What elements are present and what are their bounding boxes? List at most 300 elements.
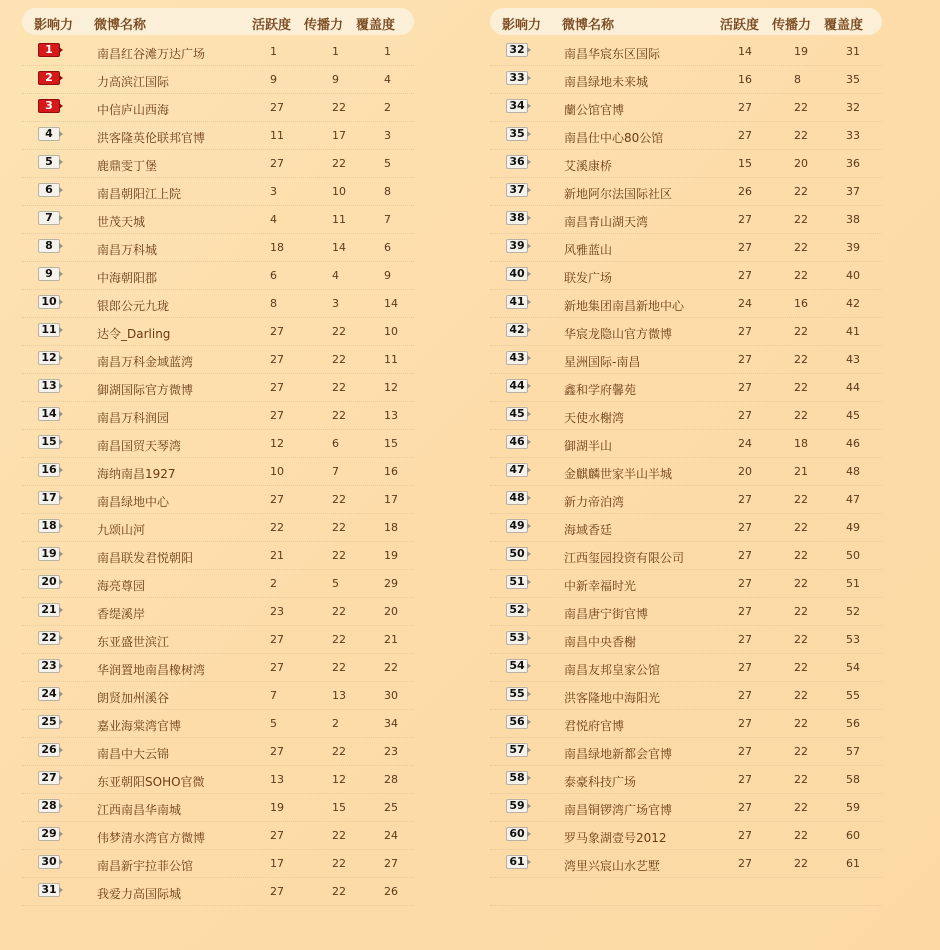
coverage-value: 42 bbox=[846, 297, 860, 310]
coverage-value: 12 bbox=[384, 381, 398, 394]
weibo-name-link[interactable]: 南昌中大云锦 bbox=[97, 747, 170, 761]
rank-badge: 23 bbox=[38, 659, 60, 673]
activity-value: 27 bbox=[738, 605, 752, 618]
spread-value: 22 bbox=[794, 717, 808, 730]
activity-value: 20 bbox=[738, 465, 752, 478]
table-row bbox=[490, 654, 882, 682]
spread-value: 22 bbox=[332, 605, 346, 618]
rank-badge: 30 bbox=[38, 855, 60, 869]
weibo-name-link[interactable]: 南昌万科润园 bbox=[97, 411, 170, 425]
coverage-value: 46 bbox=[846, 437, 860, 450]
activity-value: 27 bbox=[738, 325, 752, 338]
coverage-value: 27 bbox=[384, 857, 398, 870]
spread-value: 6 bbox=[332, 437, 339, 450]
rank-badge: 48 bbox=[506, 491, 528, 505]
weibo-name-link[interactable]: 南昌新宇拉菲公馆 bbox=[97, 859, 194, 873]
weibo-name-link[interactable]: 南昌绿地新都会官博 bbox=[564, 747, 673, 761]
weibo-name-link[interactable]: 朗贤加州溪谷 bbox=[97, 691, 170, 705]
coverage-value: 19 bbox=[384, 549, 398, 562]
weibo-name-link[interactable]: 蘭公馆官博 bbox=[564, 103, 625, 117]
activity-value: 27 bbox=[738, 857, 752, 870]
spread-value: 22 bbox=[794, 185, 808, 198]
coverage-value: 52 bbox=[846, 605, 860, 618]
table-row bbox=[490, 430, 882, 458]
table-row bbox=[22, 794, 414, 822]
activity-value: 10 bbox=[270, 465, 284, 478]
rank-badge: 59 bbox=[506, 799, 528, 813]
weibo-name-link[interactable]: 联发广场 bbox=[564, 271, 613, 285]
table-row bbox=[490, 766, 882, 794]
table-row bbox=[22, 262, 414, 290]
coverage-value: 50 bbox=[846, 549, 860, 562]
weibo-name-link[interactable]: 香缇溪岸 bbox=[97, 607, 146, 621]
coverage-value: 23 bbox=[384, 745, 398, 758]
table-row bbox=[490, 94, 882, 122]
activity-value: 27 bbox=[270, 745, 284, 758]
weibo-name-link[interactable]: 南昌红谷滩万达广场 bbox=[97, 47, 206, 61]
table-rows bbox=[490, 38, 882, 906]
table-row bbox=[22, 38, 414, 66]
rank-badge: 18 bbox=[38, 519, 60, 533]
activity-value: 27 bbox=[738, 129, 752, 142]
spread-value: 1 bbox=[332, 45, 339, 58]
weibo-name-link[interactable]: 新力帝泊湾 bbox=[564, 495, 625, 509]
weibo-name-link[interactable]: 南昌铜锣湾广场官博 bbox=[564, 803, 673, 817]
spread-value: 3 bbox=[332, 297, 339, 310]
weibo-name-link[interactable]: 天使水榭湾 bbox=[564, 411, 625, 425]
weibo-name-link[interactable]: 中海朝阳郡 bbox=[97, 271, 158, 285]
spread-value: 22 bbox=[332, 661, 346, 674]
coverage-value: 56 bbox=[846, 717, 860, 730]
table-row bbox=[22, 710, 414, 738]
weibo-name-link[interactable]: 南昌万科城 bbox=[97, 243, 158, 257]
spread-value: 22 bbox=[794, 381, 808, 394]
table-row bbox=[490, 346, 882, 374]
weibo-name-link[interactable]: 东亚盛世滨江 bbox=[97, 635, 170, 649]
table-row bbox=[490, 626, 882, 654]
rank-badge: 47 bbox=[506, 463, 528, 477]
table-row bbox=[22, 822, 414, 850]
spread-value: 22 bbox=[332, 633, 346, 646]
table-row bbox=[22, 738, 414, 766]
table-row bbox=[490, 402, 882, 430]
spread-value: 22 bbox=[794, 409, 808, 422]
spread-value: 22 bbox=[794, 661, 808, 674]
rank-badge: 51 bbox=[506, 575, 528, 589]
weibo-name-link[interactable]: 南昌友邦皇家公馆 bbox=[564, 663, 661, 677]
activity-value: 27 bbox=[270, 885, 284, 898]
rank-badge: 57 bbox=[506, 743, 528, 757]
activity-value: 7 bbox=[270, 689, 277, 702]
weibo-name-link[interactable]: 南昌国贸天琴湾 bbox=[97, 439, 182, 453]
coverage-value: 34 bbox=[384, 717, 398, 730]
spread-value: 22 bbox=[794, 129, 808, 142]
activity-value: 27 bbox=[738, 801, 752, 814]
table-row bbox=[22, 206, 414, 234]
activity-value: 2 bbox=[270, 577, 277, 590]
spread-value: 20 bbox=[794, 157, 808, 170]
weibo-name-link[interactable]: 鑫和学府馨苑 bbox=[564, 383, 637, 397]
spread-value: 11 bbox=[332, 213, 346, 226]
coverage-value: 9 bbox=[384, 269, 391, 282]
header-activity: 活跃度 bbox=[720, 18, 760, 33]
rank-badge: 56 bbox=[506, 715, 528, 729]
table-row bbox=[22, 430, 414, 458]
spread-value: 7 bbox=[332, 465, 339, 478]
activity-value: 23 bbox=[270, 605, 284, 618]
spread-value: 22 bbox=[794, 633, 808, 646]
activity-value: 27 bbox=[738, 577, 752, 590]
table-row bbox=[22, 374, 414, 402]
weibo-name-link[interactable]: 江西玺园投资有限公司 bbox=[564, 551, 685, 565]
table-row bbox=[22, 878, 414, 906]
coverage-value: 39 bbox=[846, 241, 860, 254]
table-row bbox=[22, 654, 414, 682]
table-row bbox=[22, 514, 414, 542]
spread-value: 22 bbox=[794, 269, 808, 282]
weibo-name-link[interactable]: 御湖半山 bbox=[564, 439, 613, 453]
rank-badge: 42 bbox=[506, 323, 528, 337]
coverage-value: 17 bbox=[384, 493, 398, 506]
rank-badge: 12 bbox=[38, 351, 60, 365]
activity-value: 27 bbox=[738, 353, 752, 366]
activity-value: 27 bbox=[270, 829, 284, 842]
coverage-value: 5 bbox=[384, 157, 391, 170]
table-row bbox=[490, 234, 882, 262]
spread-value: 15 bbox=[332, 801, 346, 814]
rank-badge: 37 bbox=[506, 183, 528, 197]
rank-badge: 7 bbox=[38, 211, 60, 225]
coverage-value: 40 bbox=[846, 269, 860, 282]
weibo-name-link[interactable]: 华宸龙隐山官方微博 bbox=[564, 327, 673, 341]
rank-badge: 17 bbox=[38, 491, 60, 505]
ranking-table-right bbox=[490, 8, 882, 906]
spread-value: 22 bbox=[794, 213, 808, 226]
activity-value: 18 bbox=[270, 241, 284, 254]
table-row bbox=[490, 738, 882, 766]
activity-value: 27 bbox=[738, 717, 752, 730]
spread-value: 22 bbox=[794, 745, 808, 758]
table-row bbox=[490, 542, 882, 570]
weibo-name-link[interactable]: 新地集团南昌新地中心 bbox=[564, 299, 685, 313]
coverage-value: 8 bbox=[384, 185, 391, 198]
table-row bbox=[490, 682, 882, 710]
ranking-table-left bbox=[22, 8, 414, 906]
spread-value: 22 bbox=[794, 605, 808, 618]
activity-value: 9 bbox=[270, 73, 277, 86]
weibo-name-link[interactable]: 海纳南昌1927 bbox=[97, 467, 176, 481]
table-row bbox=[22, 178, 414, 206]
weibo-name-link[interactable]: 银郎公元九珑 bbox=[97, 299, 170, 313]
rank-badge: 13 bbox=[38, 379, 60, 393]
table-row bbox=[22, 346, 414, 374]
rank-badge: 21 bbox=[38, 603, 60, 617]
weibo-name-link[interactable]: 力高滨江国际 bbox=[97, 75, 170, 89]
table-row bbox=[22, 570, 414, 598]
rank-badge: 61 bbox=[506, 855, 528, 869]
rank-badge: 3 bbox=[38, 99, 60, 113]
table-row bbox=[22, 458, 414, 486]
header-name: 微博名称 bbox=[562, 18, 615, 33]
activity-value: 24 bbox=[738, 297, 752, 310]
coverage-value: 35 bbox=[846, 73, 860, 86]
weibo-name-link[interactable]: 江西南昌华南城 bbox=[97, 803, 182, 817]
spread-value: 22 bbox=[332, 353, 346, 366]
coverage-value: 43 bbox=[846, 353, 860, 366]
weibo-name-link[interactable]: 湾里兴宸山水艺墅 bbox=[564, 859, 661, 873]
coverage-value: 58 bbox=[846, 773, 860, 786]
coverage-value: 60 bbox=[846, 829, 860, 842]
activity-value: 27 bbox=[270, 381, 284, 394]
spread-value: 22 bbox=[794, 829, 808, 842]
table-row bbox=[490, 570, 882, 598]
rank-badge: 60 bbox=[506, 827, 528, 841]
activity-value: 27 bbox=[270, 325, 284, 338]
weibo-name-link[interactable]: 御湖国际官方微博 bbox=[97, 383, 194, 397]
weibo-name-link[interactable]: 星洲国际-南昌 bbox=[564, 355, 641, 369]
coverage-value: 6 bbox=[384, 241, 391, 254]
spread-value: 22 bbox=[794, 857, 808, 870]
weibo-name-link[interactable]: 风雅蓝山 bbox=[564, 243, 613, 257]
table-row bbox=[490, 178, 882, 206]
activity-value: 5 bbox=[270, 717, 277, 730]
rank-badge: 58 bbox=[506, 771, 528, 785]
rank-badge: 4 bbox=[38, 127, 60, 141]
weibo-name-link[interactable]: 南昌华宸东区国际 bbox=[564, 47, 661, 61]
coverage-value: 57 bbox=[846, 745, 860, 758]
coverage-value: 13 bbox=[384, 409, 398, 422]
weibo-name-link[interactable]: 南昌朝阳江上院 bbox=[97, 187, 182, 201]
table-row bbox=[22, 682, 414, 710]
spread-value: 22 bbox=[794, 521, 808, 534]
coverage-value: 61 bbox=[846, 857, 860, 870]
table-row bbox=[490, 710, 882, 738]
weibo-name-link[interactable]: 洪客隆地中海阳光 bbox=[564, 691, 661, 705]
table-row bbox=[490, 290, 882, 318]
table-header bbox=[490, 8, 882, 35]
rank-badge: 19 bbox=[38, 547, 60, 561]
table-rows bbox=[22, 38, 414, 906]
weibo-name-link[interactable]: 艾溪康桥 bbox=[564, 159, 613, 173]
coverage-value: 37 bbox=[846, 185, 860, 198]
spread-value: 22 bbox=[332, 829, 346, 842]
activity-value: 14 bbox=[738, 45, 752, 58]
spread-value: 22 bbox=[794, 577, 808, 590]
spread-value: 16 bbox=[794, 297, 808, 310]
activity-value: 27 bbox=[738, 633, 752, 646]
rank-badge: 5 bbox=[38, 155, 60, 169]
weibo-name-link[interactable]: 中信庐山西海 bbox=[97, 103, 170, 117]
table-row bbox=[22, 66, 414, 94]
activity-value: 17 bbox=[270, 857, 284, 870]
coverage-value: 53 bbox=[846, 633, 860, 646]
coverage-value: 1 bbox=[384, 45, 391, 58]
coverage-value: 10 bbox=[384, 325, 398, 338]
coverage-value: 15 bbox=[384, 437, 398, 450]
activity-value: 27 bbox=[270, 409, 284, 422]
spread-value: 4 bbox=[332, 269, 339, 282]
activity-value: 6 bbox=[270, 269, 277, 282]
weibo-name-link[interactable]: 君悦府官博 bbox=[564, 719, 625, 733]
header-spread: 传播力 bbox=[304, 18, 344, 33]
table-row bbox=[490, 38, 882, 66]
weibo-name-link[interactable]: 鹿鼎雯丁堡 bbox=[97, 159, 158, 173]
activity-value: 13 bbox=[270, 773, 284, 786]
weibo-name-link[interactable]: 东亚朝阳SOHO官微 bbox=[97, 775, 205, 789]
activity-value: 22 bbox=[270, 521, 284, 534]
activity-value: 19 bbox=[270, 801, 284, 814]
table-header bbox=[22, 8, 414, 35]
coverage-value: 54 bbox=[846, 661, 860, 674]
rank-badge: 49 bbox=[506, 519, 528, 533]
spread-value: 2 bbox=[332, 717, 339, 730]
coverage-value: 49 bbox=[846, 521, 860, 534]
coverage-value: 20 bbox=[384, 605, 398, 618]
table-row bbox=[22, 766, 414, 794]
rank-badge: 28 bbox=[38, 799, 60, 813]
spread-value: 22 bbox=[332, 381, 346, 394]
table-row bbox=[490, 374, 882, 402]
activity-value: 27 bbox=[738, 661, 752, 674]
spread-value: 22 bbox=[332, 745, 346, 758]
spread-value: 9 bbox=[332, 73, 339, 86]
spread-value: 5 bbox=[332, 577, 339, 590]
weibo-name-link[interactable]: 南昌唐宁街官博 bbox=[564, 607, 649, 621]
table-row bbox=[490, 486, 882, 514]
table-row bbox=[22, 626, 414, 654]
rank-badge: 31 bbox=[38, 883, 60, 897]
weibo-name-link[interactable]: 嘉业海棠湾官博 bbox=[97, 719, 182, 733]
coverage-value: 55 bbox=[846, 689, 860, 702]
weibo-name-link[interactable]: 南昌中央香榭 bbox=[564, 635, 637, 649]
table-row bbox=[22, 290, 414, 318]
spread-value: 22 bbox=[794, 353, 808, 366]
rank-badge: 1 bbox=[38, 43, 60, 57]
weibo-name-link[interactable]: 金麒麟世家半山半城 bbox=[564, 467, 673, 481]
activity-value: 27 bbox=[738, 381, 752, 394]
header-activity: 活跃度 bbox=[252, 18, 292, 33]
rank-badge: 50 bbox=[506, 547, 528, 561]
weibo-name-link[interactable]: 达令_Darling bbox=[97, 327, 171, 341]
coverage-value: 22 bbox=[384, 661, 398, 674]
weibo-name-link[interactable]: 南昌联发君悦朝阳 bbox=[97, 551, 194, 565]
spread-value: 17 bbox=[332, 129, 346, 142]
rank-badge: 27 bbox=[38, 771, 60, 785]
rank-badge: 8 bbox=[38, 239, 60, 253]
activity-value: 24 bbox=[738, 437, 752, 450]
rank-badge: 33 bbox=[506, 71, 528, 85]
table-row bbox=[490, 150, 882, 178]
coverage-value: 38 bbox=[846, 213, 860, 226]
coverage-value: 29 bbox=[384, 577, 398, 590]
weibo-name-link[interactable]: 南昌万科金域蓝湾 bbox=[97, 355, 194, 369]
activity-value: 27 bbox=[738, 493, 752, 506]
weibo-name-link[interactable]: 九颂山河 bbox=[97, 523, 146, 537]
header-rank: 影响力 bbox=[502, 18, 542, 33]
spread-value: 13 bbox=[332, 689, 346, 702]
spread-value: 22 bbox=[794, 689, 808, 702]
table-row bbox=[490, 850, 882, 878]
weibo-name-link[interactable]: 伟梦清水湾官方微博 bbox=[97, 831, 206, 845]
table-row bbox=[490, 598, 882, 626]
spread-value: 22 bbox=[794, 549, 808, 562]
activity-value: 12 bbox=[270, 437, 284, 450]
coverage-value: 25 bbox=[384, 801, 398, 814]
header-rank: 影响力 bbox=[34, 18, 74, 33]
coverage-value: 48 bbox=[846, 465, 860, 478]
rank-badge: 11 bbox=[38, 323, 60, 337]
rank-badge: 40 bbox=[506, 267, 528, 281]
weibo-name-link[interactable]: 我爱力高国际城 bbox=[97, 887, 182, 901]
coverage-value: 31 bbox=[846, 45, 860, 58]
activity-value: 27 bbox=[270, 157, 284, 170]
activity-value: 11 bbox=[270, 129, 284, 142]
weibo-name-link[interactable]: 华润置地南昌橡树湾 bbox=[97, 663, 206, 677]
coverage-value: 3 bbox=[384, 129, 391, 142]
weibo-name-link[interactable]: 南昌绿地中心 bbox=[97, 495, 170, 509]
spread-value: 10 bbox=[332, 185, 346, 198]
header-name: 微博名称 bbox=[94, 18, 147, 33]
activity-value: 27 bbox=[738, 241, 752, 254]
activity-value: 27 bbox=[738, 409, 752, 422]
weibo-name-link[interactable]: 南昌仕中心80公馆 bbox=[564, 131, 664, 145]
weibo-name-link[interactable]: 南昌绿地未来城 bbox=[564, 75, 649, 89]
table-row bbox=[490, 262, 882, 290]
rank-badge: 9 bbox=[38, 267, 60, 281]
weibo-name-link[interactable]: 南昌青山湖天湾 bbox=[564, 215, 649, 229]
activity-value: 27 bbox=[270, 493, 284, 506]
activity-value: 27 bbox=[738, 101, 752, 114]
activity-value: 27 bbox=[738, 773, 752, 786]
rank-badge: 46 bbox=[506, 435, 528, 449]
rank-badge: 41 bbox=[506, 295, 528, 309]
rank-badge: 55 bbox=[506, 687, 528, 701]
weibo-name-link[interactable]: 海域香廷 bbox=[564, 523, 613, 537]
spread-value: 22 bbox=[332, 409, 346, 422]
weibo-name-link[interactable]: 罗马象湖壹号2012 bbox=[564, 831, 667, 845]
rank-badge: 44 bbox=[506, 379, 528, 393]
activity-value: 4 bbox=[270, 213, 277, 226]
spread-value: 22 bbox=[332, 521, 346, 534]
table-row bbox=[22, 150, 414, 178]
rank-badge: 22 bbox=[38, 631, 60, 645]
weibo-name-link[interactable]: 中新幸福时光 bbox=[564, 579, 637, 593]
coverage-value: 44 bbox=[846, 381, 860, 394]
rank-badge: 24 bbox=[38, 687, 60, 701]
weibo-name-link[interactable]: 新地阿尔法国际社区 bbox=[564, 187, 673, 201]
rank-badge: 52 bbox=[506, 603, 528, 617]
rank-badge: 16 bbox=[38, 463, 60, 477]
activity-value: 26 bbox=[738, 185, 752, 198]
weibo-name-link[interactable]: 世茂天城 bbox=[97, 215, 146, 229]
coverage-value: 30 bbox=[384, 689, 398, 702]
rank-badge: 15 bbox=[38, 435, 60, 449]
rank-badge: 10 bbox=[38, 295, 60, 309]
rank-badge: 14 bbox=[38, 407, 60, 421]
table-row bbox=[490, 206, 882, 234]
coverage-value: 2 bbox=[384, 101, 391, 114]
table-row bbox=[490, 514, 882, 542]
activity-value: 27 bbox=[738, 269, 752, 282]
coverage-value: 47 bbox=[846, 493, 860, 506]
coverage-value: 18 bbox=[384, 521, 398, 534]
weibo-name-link[interactable]: 洪客隆英伦联邦官博 bbox=[97, 131, 206, 145]
spread-value: 22 bbox=[332, 549, 346, 562]
activity-value: 27 bbox=[738, 549, 752, 562]
weibo-name-link[interactable]: 泰豪科技广场 bbox=[564, 775, 637, 789]
rank-badge: 39 bbox=[506, 239, 528, 253]
weibo-name-link[interactable]: 海亮尊园 bbox=[97, 579, 146, 593]
